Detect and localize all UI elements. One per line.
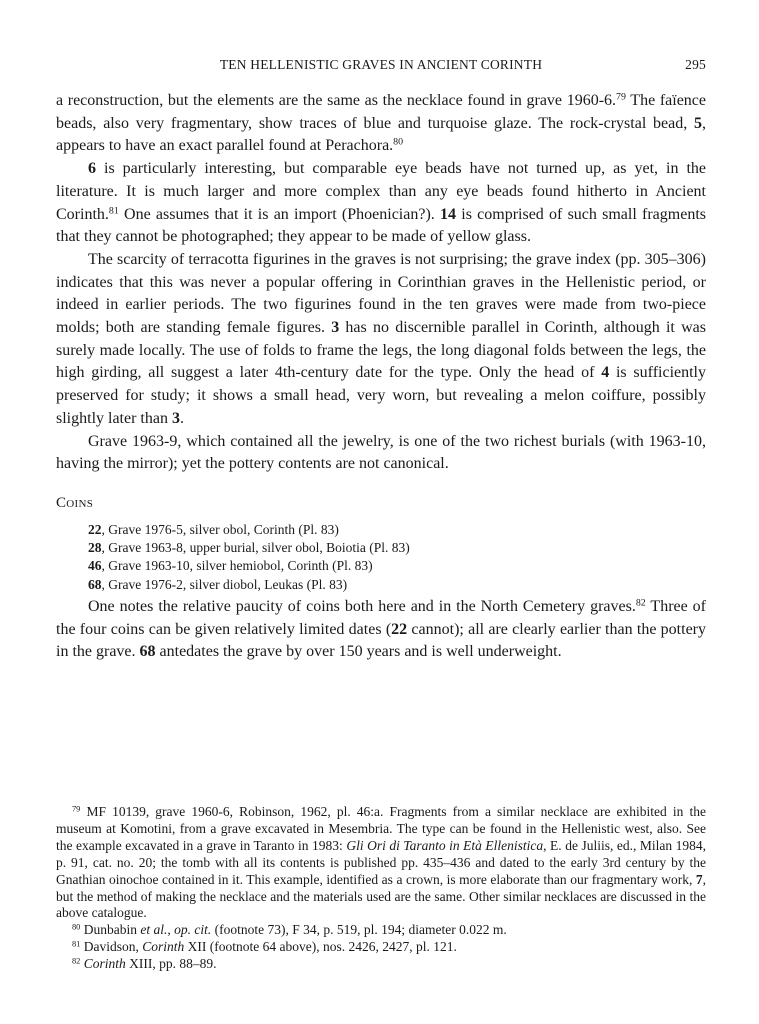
- text-run: XII (footnote 64 above), nos. 2426, 2427, pl. 121.: [184, 939, 457, 955]
- italic-text: et al.: [140, 922, 168, 938]
- footnote: [56, 956, 706, 973]
- italic-text: op. cit.: [174, 922, 212, 938]
- text-run: Grave 1963-9, which contained all the jewelry, is one of the two richest burials (with 1963-10, having the mirror); yet the pottery contents are not canonical.: [56, 432, 706, 473]
- text-run: Three of the four coins can be given relatively limited dates (: [56, 597, 706, 638]
- text-run: The faïence beads, also very fragmentary, show traces of blue and turquoise glaze. The rock-crystal bead,: [56, 92, 707, 132]
- text-run: is comprised of such small fragments that they cannot be photographed; they appear to be made of yellow glass.: [56, 205, 707, 246]
- footnote: [56, 939, 706, 956]
- footnote-marker: 81: [108, 205, 119, 217]
- text-run: XIII, pp. 88–89.: [125, 956, 217, 972]
- text-run: ,: [167, 922, 175, 938]
- coin-entry: [88, 521, 706, 539]
- text-run: , E. de Juliis, ed., Milan 1984, p. 91, cat. no. 20; the tomb with all its contents is published pp. 435–436 and dated to the early 3rd century by the Gnathian oinochoe contained in it. This example, identified as a crown, is more elaborate than our fragmentary work,: [56, 837, 706, 887]
- text-run: (footnote 73), F 34, p. 519, pl. 194; diameter 0.022 m.: [211, 922, 507, 938]
- catalogue-number: 6: [88, 160, 96, 178]
- footnotes: [56, 804, 706, 973]
- coin-description: , Grave 1976-5, silver obol, Corinth (Pl. 83): [101, 521, 339, 537]
- footnote-marker: 79: [72, 804, 81, 814]
- catalogue-number: 22: [391, 620, 408, 638]
- coin-list: [88, 521, 706, 594]
- footnote: [56, 804, 706, 922]
- footnote-marker: 82: [72, 956, 81, 966]
- text-run: is sufficiently preserved for study; it shows a small head, very worn, but revealing a melon coiffure, possibly slightly later than: [56, 364, 707, 427]
- italic-text: Gli Ori di Taranto in Età Ellenistica: [346, 837, 544, 853]
- running-head: [56, 57, 706, 77]
- coin-description: , Grave 1963-10, silver hemiobol, Corinth (Pl. 83): [101, 558, 373, 574]
- footnote-marker: 82: [635, 597, 646, 609]
- catalogue-number: 5: [694, 114, 702, 132]
- text-run: The scarcity of terracotta figurines in the graves is not surprising; the grave index (pp. 305–306) indicates that this was never a popular offering in Corinthian graves in the Hellenistic period, or indeed in earlier periods. The two figurines found in the ten graves were made from two-piece molds; both are standing female figures.: [56, 250, 706, 337]
- catalogue-number: 68: [139, 643, 156, 661]
- footnote: [56, 922, 706, 939]
- running-title: TEN HELLENISTIC GRAVES IN ANCIENT CORINTH: [219, 57, 543, 72]
- catalogue-number: 4: [601, 364, 610, 382]
- coin-entry: [88, 576, 706, 594]
- text-run: .: [179, 409, 184, 427]
- catalogue-number: 3: [171, 409, 180, 427]
- catalogue-number: 7: [695, 871, 703, 887]
- body-text: [56, 90, 706, 664]
- footnote-marker: 80: [72, 922, 81, 932]
- section-heading-coins: Coins: [56, 494, 94, 511]
- text-run: has no discernible parallel in Corinth, although it was surely made locally. The use of folds to frame the legs, the long diagonal folds between the legs, the high girding, all suggest a later 4th-century date for the type. Only the head of: [56, 319, 706, 382]
- text-run: Dunbabin: [80, 922, 141, 938]
- italic-text: Corinth: [142, 939, 185, 955]
- paragraph: [56, 158, 706, 249]
- footnote-marker: 81: [72, 939, 81, 949]
- footnote-marker: 80: [393, 136, 404, 148]
- text-run: cannot); all are clearly earlier than the pottery in the grave.: [56, 620, 707, 661]
- text-run: , but the method of making the necklace and the materials used are the same. Other similar necklaces are discussed in the above catalogue.: [56, 871, 706, 921]
- paragraph: [56, 596, 706, 664]
- coin-entry: [88, 557, 706, 575]
- text-run: One assumes that it is an import (Phoenician?).: [118, 205, 441, 223]
- italic-text: Corinth: [83, 956, 126, 972]
- catalogue-number: 14: [440, 205, 457, 223]
- coin-number: 68: [88, 576, 102, 592]
- paragraph: [56, 249, 706, 431]
- coin-description: , Grave 1976-2, silver diobol, Leukas (Pl. 83): [101, 576, 348, 592]
- coin-description: , Grave 1963-8, upper burial, silver obol, Boiotia (Pl. 83): [101, 539, 410, 555]
- paragraph: [56, 431, 706, 476]
- text-run: a reconstruction, but the elements are the same as the necklace found in grave 1960-6.: [56, 92, 617, 109]
- text-run: MF 10139, grave 1960-6, Robinson, 1962, pl. 46:a. Fragments from a similar necklace are exhibited in the museum at Komotini, from a grave excavated in Mesembria. The type can be found in the Hellenistic west, also. See the example excavated in a grave in Taranto in 1983:: [56, 804, 706, 853]
- catalogue-number: 3: [331, 319, 340, 337]
- text-run: is particularly interesting, but comparable eye beads have not turned up, as yet, in the literature. It is much larger and more complex than any eye beads found hitherto in Ancient Corinth.: [56, 160, 706, 223]
- text-run: , appears to have an exact parallel found at Perachora.: [56, 114, 706, 155]
- text-run: Davidson,: [80, 939, 143, 955]
- coin-number: 28: [88, 539, 102, 555]
- coin-entry: [88, 539, 706, 557]
- coin-number: 46: [88, 558, 102, 574]
- text-run: One notes the relative paucity of coins both here and in the North Cemetery graves.: [88, 597, 636, 615]
- footnote-marker: 79: [616, 91, 626, 103]
- paragraph: [56, 90, 706, 158]
- page-number: 295: [685, 57, 706, 72]
- text-run: antedates the grave by over 150 years and is well underweight.: [155, 643, 562, 661]
- coin-number: 22: [88, 521, 102, 537]
